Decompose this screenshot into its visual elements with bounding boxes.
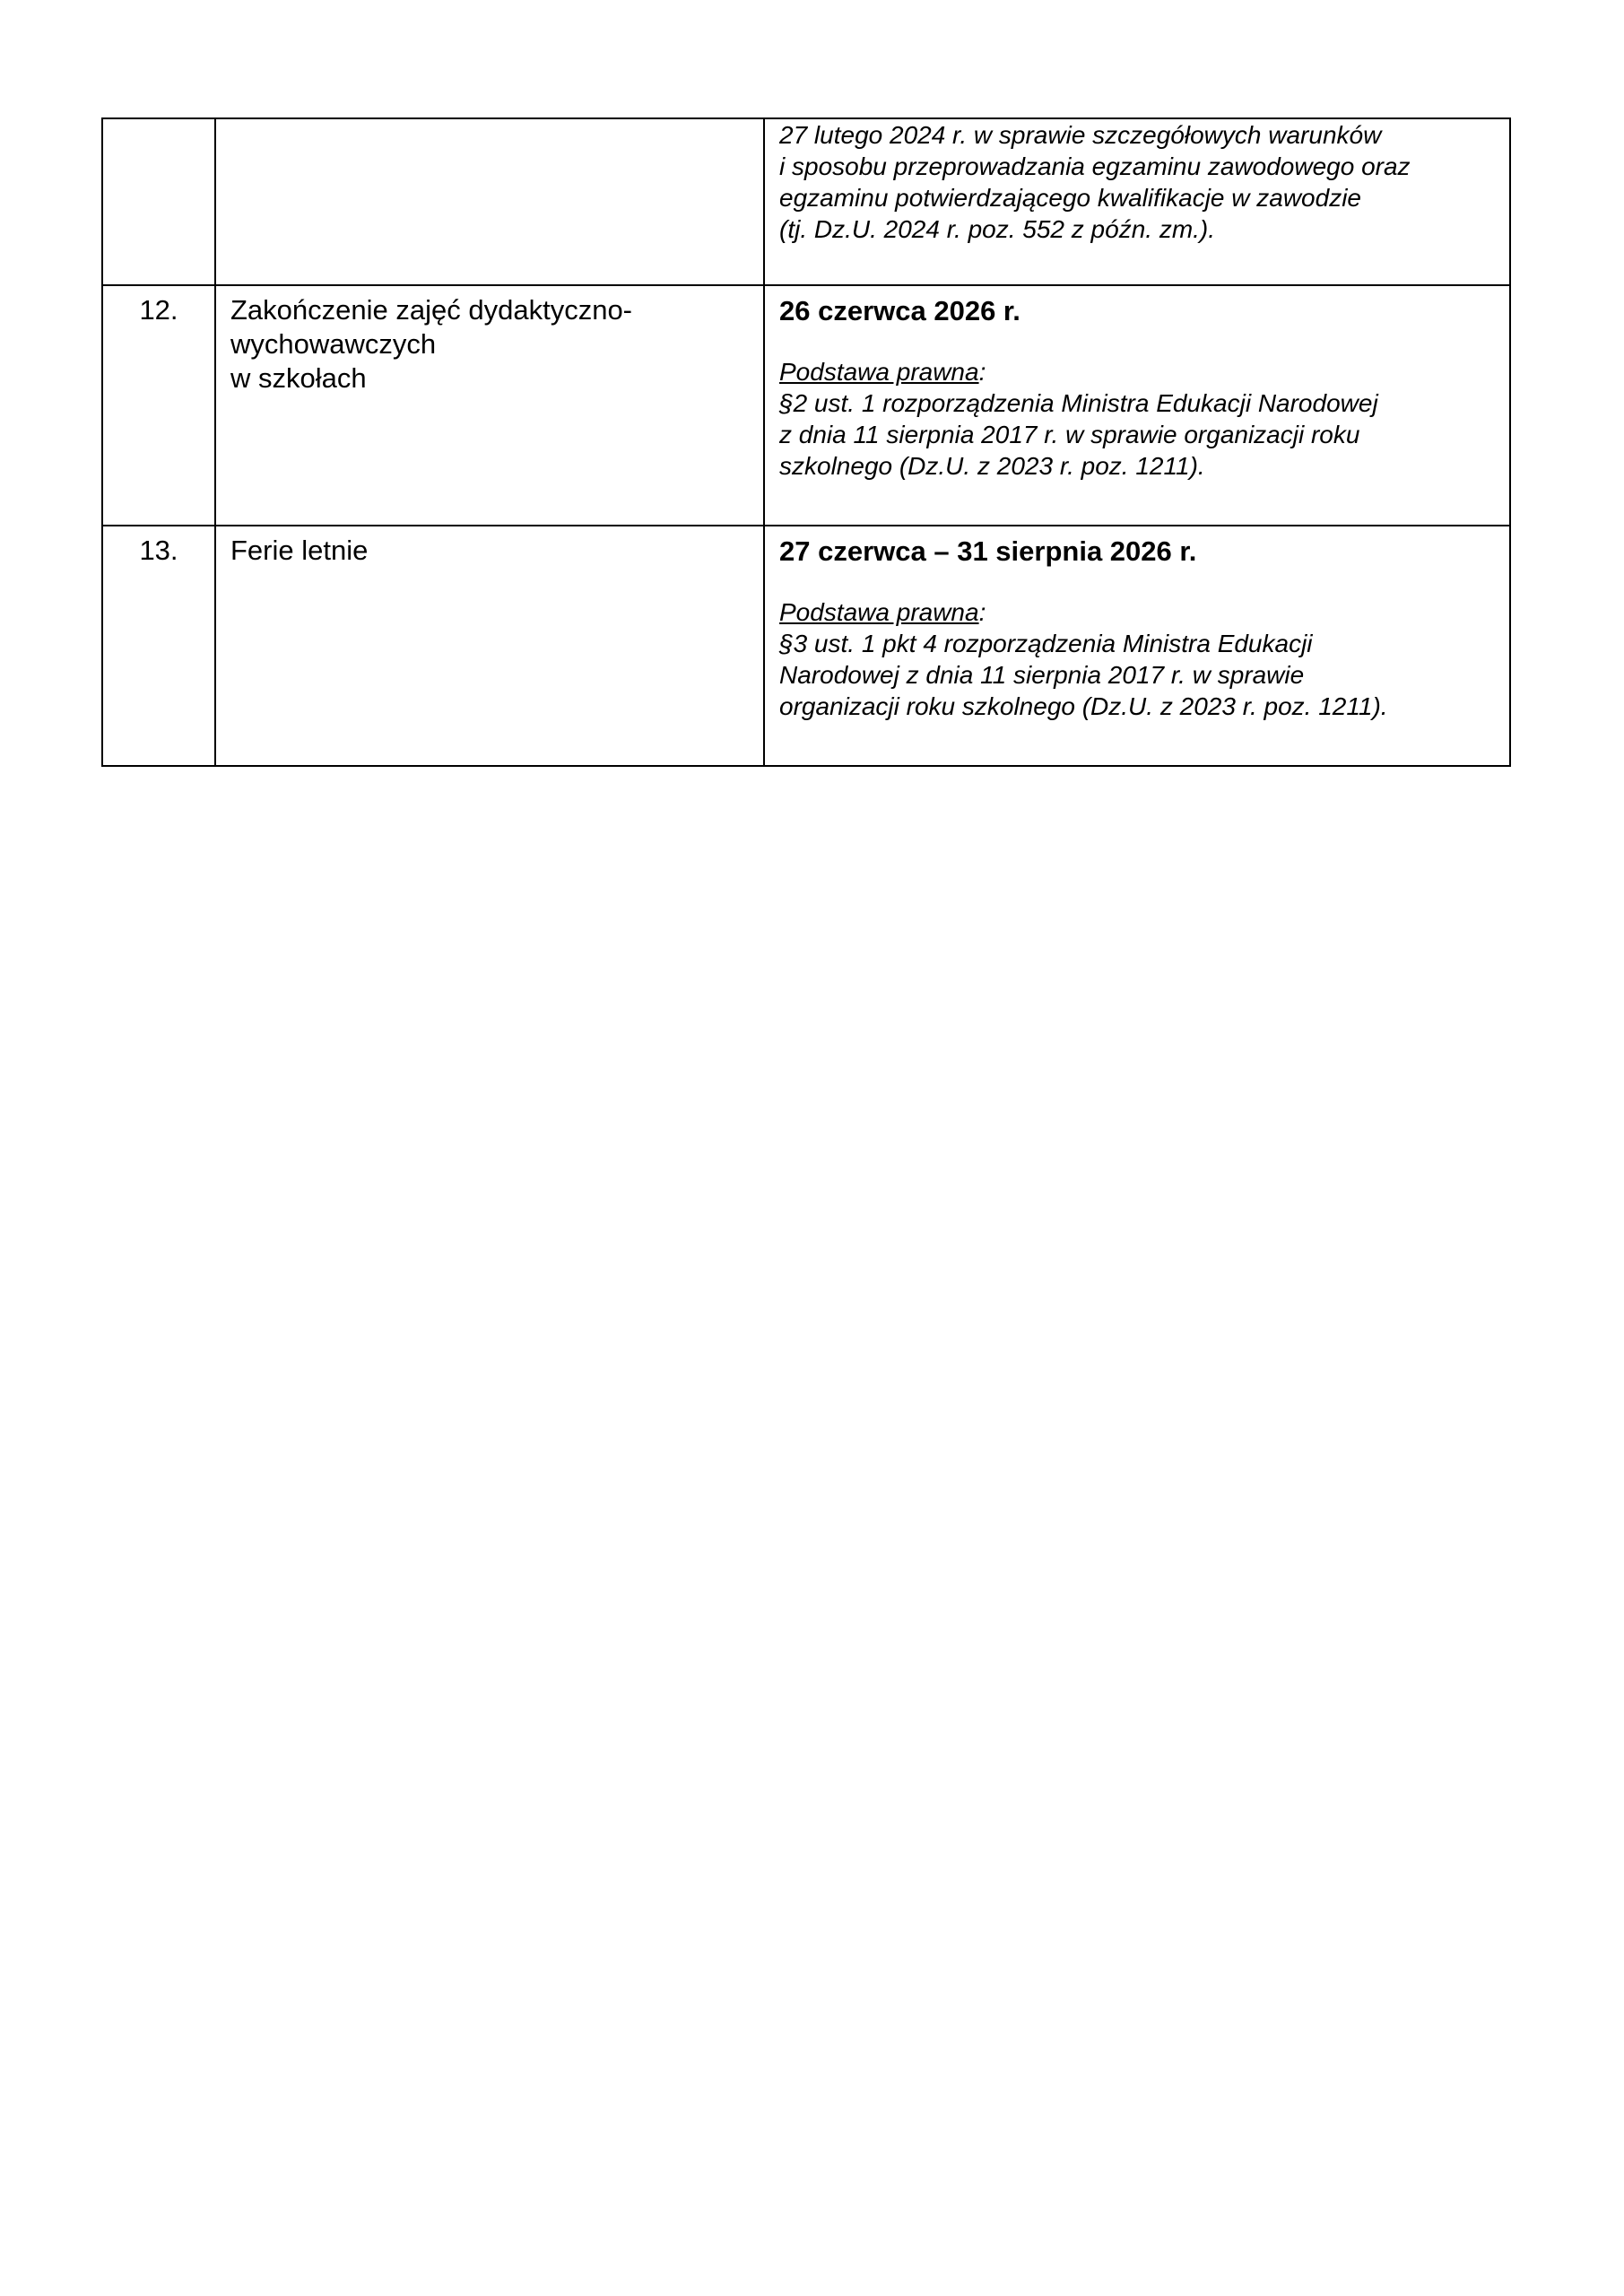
legal-basis-line: Narodowej z dnia 11 sierpnia 2017 r. w sprawie: [779, 661, 1305, 689]
event-cell: [215, 118, 764, 285]
event-cell: [215, 285, 764, 526]
detail-cell: [764, 526, 1510, 766]
detail-cell: [764, 118, 1510, 285]
event-cell: [215, 526, 764, 766]
legal-basis-colon: :: [978, 358, 986, 386]
table-row: [102, 285, 1510, 526]
event-name-line: w szkołach: [230, 362, 367, 394]
legal-basis-line: §3 ust. 1 pkt 4 rozporządzenia Ministra Edukacji: [779, 630, 1313, 657]
legal-basis-label: Podstawa prawna: [779, 598, 979, 626]
legal-basis-line: i sposobu przeprowadzania egzaminu zawodowego oraz: [779, 152, 1411, 180]
legal-basis-heading: [779, 356, 1495, 387]
legal-basis-line: szkolnego (Dz.U. z 2023 r. poz. 1211).: [779, 452, 1205, 480]
legal-basis-heading: [779, 596, 1495, 628]
legal-basis-label: Podstawa prawna: [779, 358, 979, 386]
legal-basis-line: §2 ust. 1 rozporządzenia Ministra Edukacji Narodowej: [779, 389, 1378, 417]
legal-basis-line: (tj. Dz.U. 2024 r. poz. 552 z późn. zm.).: [779, 215, 1216, 243]
detail-cell: [764, 285, 1510, 526]
table-row: [102, 118, 1510, 285]
legal-basis-line: egzaminu potwierdzającego kwalifikacje w zawodzie: [779, 184, 1361, 212]
legal-basis-line: 27 lutego 2024 r. w sprawie szczegółowych warunków: [779, 121, 1382, 149]
row-number: 13.: [139, 535, 178, 566]
row-number-cell: [102, 526, 215, 766]
table-row: [102, 526, 1510, 766]
row-number: 12.: [139, 294, 178, 326]
row-number-cell: [102, 118, 215, 285]
row-number-cell: [102, 285, 215, 526]
legal-basis-line: organizacji roku szkolnego (Dz.U. z 2023 r. poz. 1211).: [779, 692, 1388, 720]
event-name-line: Ferie letnie: [230, 535, 369, 566]
event-date: 27 czerwca – 31 sierpnia 2026 r.: [779, 535, 1197, 567]
legal-basis-colon: :: [978, 598, 986, 626]
school-calendar-table: [101, 117, 1511, 767]
event-name-line: Zakończenie zajęć dydaktyczno-: [230, 294, 633, 326]
event-date: 26 czerwca 2026 r.: [779, 295, 1020, 326]
legal-basis-line: z dnia 11 sierpnia 2017 r. w sprawie organizacji roku: [779, 421, 1360, 448]
event-name-line: wychowawczych: [230, 328, 437, 360]
